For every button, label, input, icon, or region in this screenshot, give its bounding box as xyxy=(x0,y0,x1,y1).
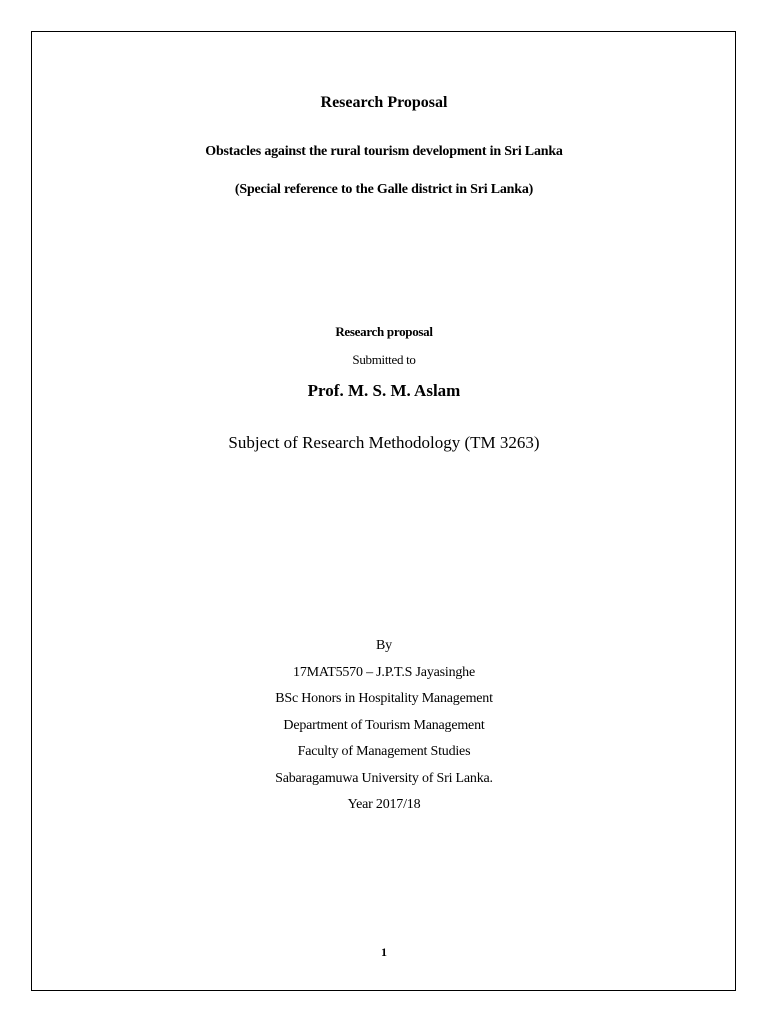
faculty-name: Faculty of Management Studies xyxy=(297,744,471,759)
student-id-name: 17MAT5570 – J.P.T.S Jayasinghe xyxy=(293,664,475,680)
special-reference: (Special reference to the Galle district in Sri Lanka) xyxy=(234,182,534,197)
academic-year: Year 2017/18 xyxy=(347,797,421,812)
research-topic: Obstacles against the rural tourism development in Sri Lanka xyxy=(205,144,563,159)
submitted-to-label: Submitted to xyxy=(352,352,416,367)
author-block xyxy=(0,639,768,825)
department-name: Department of Tourism Management xyxy=(283,717,485,733)
by-label: By xyxy=(376,638,392,653)
supervisor-name: Prof. M. S. M. Aslam xyxy=(307,381,461,400)
page-number: 1 xyxy=(381,945,387,959)
university-name: Sabaragamuwa University of Sri Lanka. xyxy=(275,770,493,786)
proposal-label: Research proposal xyxy=(335,324,433,339)
degree-program: BSc Honors in Hospitality Management xyxy=(275,691,493,706)
document-title: Research Proposal xyxy=(320,94,448,111)
subject-line: Subject of Research Methodology (TM 3263) xyxy=(228,433,540,452)
page-frame xyxy=(31,31,736,991)
